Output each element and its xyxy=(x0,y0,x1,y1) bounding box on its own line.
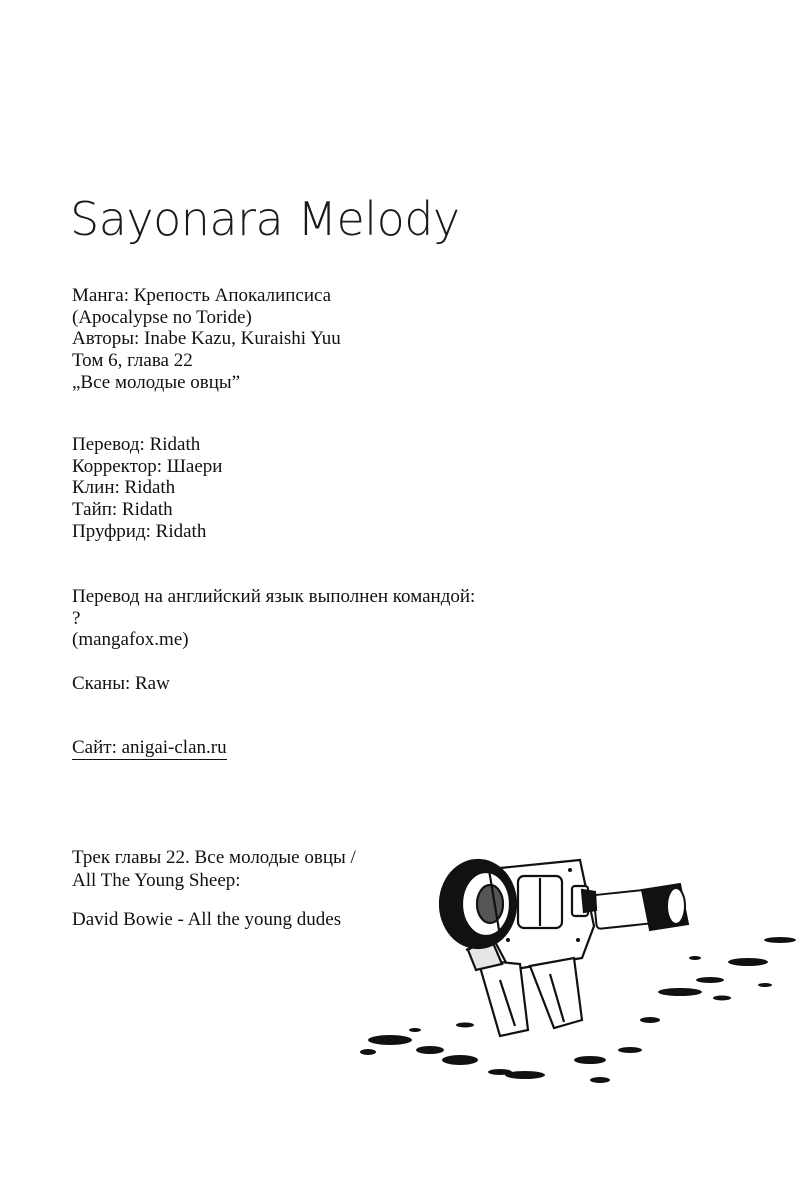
chapter-track xyxy=(72,846,356,892)
manga-info-line: Манга: Крепость Апокалипсиса xyxy=(72,285,332,306)
staff-line: Пруфрид: Ridath xyxy=(72,520,207,542)
manga-info xyxy=(72,285,341,394)
scans-credit: Сканы: Raw xyxy=(72,673,170,694)
staff-line: Тайп: Ridath xyxy=(72,499,173,521)
english-translation-credit xyxy=(72,586,475,651)
broken-camera-illustration xyxy=(350,840,803,1090)
manga-info-line: Том 6, глава 22 xyxy=(72,350,193,372)
track-line: All The Young Sheep: xyxy=(72,870,241,891)
manga-info-line: Авторы: Inabe Kazu, Kuraishi Yuu xyxy=(72,328,341,350)
english-translation-line: ? xyxy=(72,607,81,629)
manga-info-line: „Все молодые овцы” xyxy=(72,371,241,393)
track-line: Трек главы 22. Все молодые овцы / xyxy=(72,847,356,868)
staff-line: Перевод: Ridath xyxy=(72,434,201,455)
english-translation-line: (mangafox.me) xyxy=(72,629,189,651)
song-credit: David Bowie - All the young dudes xyxy=(72,909,342,930)
site-link[interactable] xyxy=(72,737,227,759)
staff-line: Клин: Ridath xyxy=(72,477,176,499)
manga-info-line: (Apocalypse no Toride) xyxy=(72,306,252,328)
staff-credits xyxy=(72,434,222,543)
staff-line: Корректор: Шаери xyxy=(72,455,223,477)
english-translation-line: Перевод на английский язык выполнен командой: xyxy=(72,586,476,607)
page-title: Sayonara Melody xyxy=(70,192,460,246)
site-link-text[interactable]: Сайт: anigai-clan.ru xyxy=(72,737,227,758)
